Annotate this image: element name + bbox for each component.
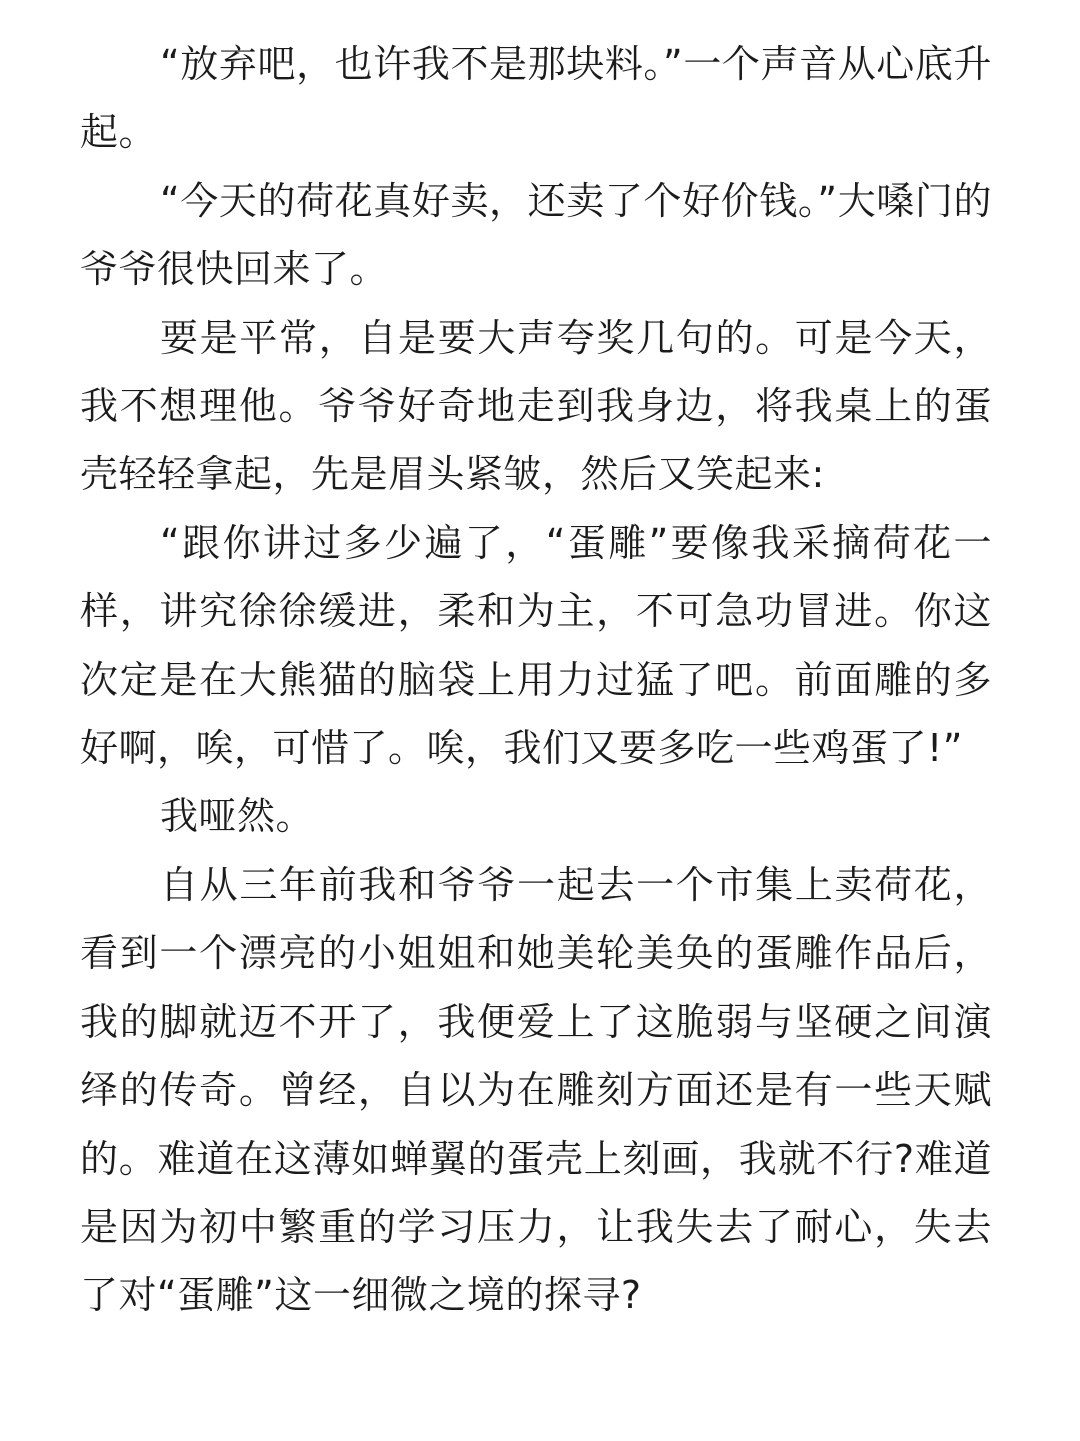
paragraph-3: 要是平常，自是要大声夸奖几句的。可是今天，我不想理他。爷爷好奇地走到我身边，将我桌上的蛋壳轻轻拿起，先是眉头紧皱，然后又笑起来: [80, 315, 992, 497]
paragraph-2: “今天的荷花真好卖，还卖了个好价钱。”大嗓门的爷爷很快回来了。 [80, 178, 992, 292]
article-body [80, 30, 992, 1330]
paragraph-4: “跟你讲过多少遍了，“蛋雕”要像我采摘荷花一样，讲究徐徐缓进，柔和为主，不可急功冒进。你这次定是在大熊猫的脑袋上用力过猛了吧。前面雕的多好啊，唉，可惜了。唉，我们又要多吃一些鸡蛋了!” [80, 520, 992, 771]
paragraph-5: 我哑然。 [160, 794, 315, 839]
paragraph-1: “放弃吧，也许我不是那块料。”一个声音从心底升起。 [80, 42, 992, 155]
paragraph-6: 自从三年前我和爷爷一起去一个市集上卖荷花，看到一个漂亮的小姐姐和她美轮美奂的蛋雕作品后，我的脚就迈不开了，我便爱上了这脆弱与坚硬之间演绎的传奇。曾经，自以为在雕刻方面还是有一些天赋的。难道在这薄如蝉翼的蛋壳上刻画，我就不行?难道是因为初中繁重的学习压力，让我失去了耐心，失去了对“蛋雕”这一细微之境的探寻? [80, 862, 992, 1318]
